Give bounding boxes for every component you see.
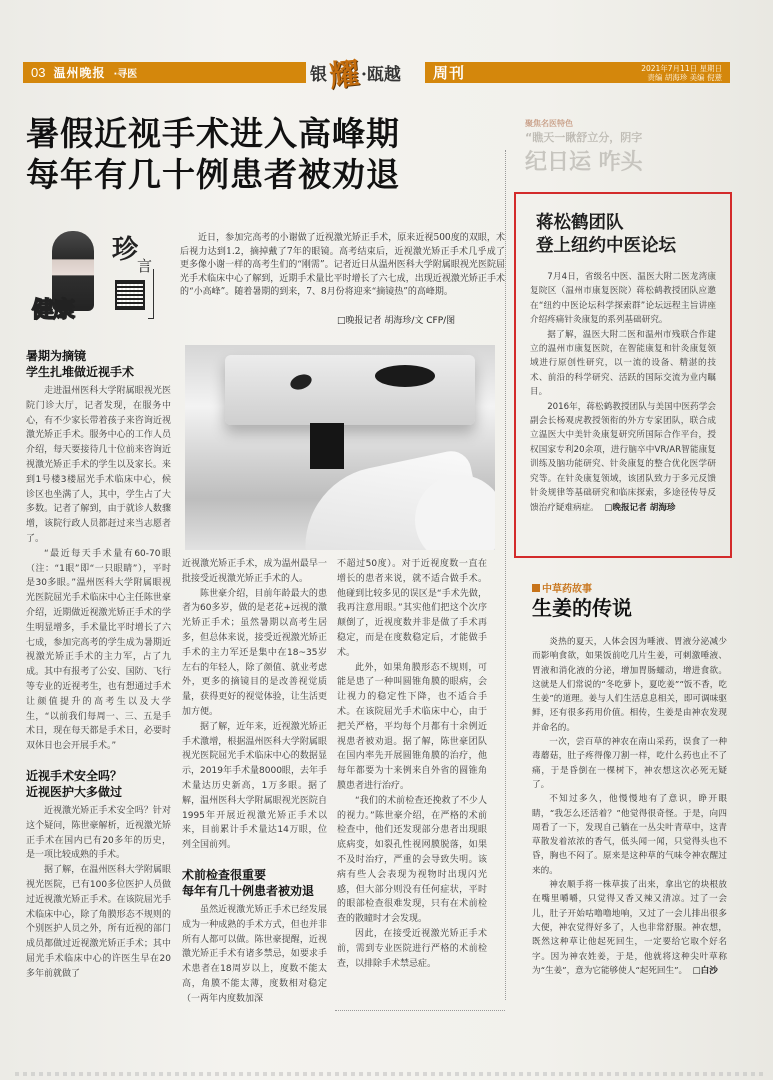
column-2-paragraph: 据了解，近年来，近视激光矫正手术激增，根据温州医科大学附属眼视光医院屈光手术临床中心的数据显示，2019年手术量8000眼，去年手术量达历史新高，1万多眼。据了解，温州医科大学附属眼视光医院自1995年开展近视激光矫正手术以来，目前累计手术量达14万眼，位列全国前列。: [182, 721, 327, 851]
column-2-paragraph: 陈世豪介绍，目前年龄最大的患者为60多岁，做的是老花+远视的激光矫正手术；虽然暑期以高考生居多，但总体来说，接受近视激光矫正手术的主力军还是集中在18~35岁左右的年轻人，除了颜值、就业考虑外，更多的摘镜目的是改善视觉质量，获得更好的视觉体验，让生活更加方便。: [182, 588, 327, 717]
herb-story-body: [532, 635, 727, 978]
boxed-title-line-1: 蒋松鹤团队: [536, 213, 624, 233]
bleed-through-text: [525, 118, 643, 176]
section-1-title: [26, 348, 171, 380]
section-1-title-line-1: 暑期为摘镜: [26, 349, 87, 363]
laser-eye-surgery-photo: [185, 345, 495, 550]
column-3-paragraph: 此外，如果角膜形态不规则，可能是患了一种叫圆锥角膜的眼病，会让视力的稳定性下降，也不适合手术。在该院屈光手术临床中心，由于把关严格，平均每个月都有十余例近视患者被劝退。据了解，陈世豪团队在国内率先开展圆锥角膜的治疗，他每年都要为十来例来自外省的圆锥角膜患者进行治疗。: [337, 662, 487, 791]
column-3-paragraph: 因此，在接受近视激光矫正手术前，需到专业医院进行严格的术前检查，以排除手术禁忌症。: [337, 928, 487, 969]
column-3: [337, 557, 487, 971]
section-3-title: [182, 867, 327, 899]
article-end-divider: [335, 1010, 505, 1011]
boxed-paragraph-text: 2016年，蒋松鹤教授团队与美国中医药学会副会长杨观虎教授领衔的外方专家团队，联合成立温医大中美针灸康复研究所国际合作平台，授权国家专利20余项，进行脑卒中VR/AR智能康复训练及脑功能研究、针灸康复的整合优化医学研究等。在针灸康复领域，该团队致力于多元反馈针灸规律等基础研究和临床探索，多途径传导反馈治疗疑难病症。: [530, 401, 716, 513]
herb-story: [532, 580, 727, 978]
bleed-big: 纪日运 咋头: [525, 150, 643, 175]
bleed-kicker: 聚焦名医特色: [525, 119, 573, 128]
weekly-label: 周刊: [433, 64, 466, 82]
herb-story-title: 生姜的传说: [532, 596, 632, 620]
herb-story-kicker: [532, 580, 727, 595]
section-2-paragraph: 据了解，在温州医科大学附属眼视光医院，已有100多位医护人员做过近视激光矫正手术。在该院屈光手术临床中心，除了角膜形态不规则的个别医护人员之外，所有近视的部门成员都做过近视激光矫正手术；其中屈光手术临床中心的许医生早在20多年前就做了: [26, 865, 171, 979]
section-3-title-line-2: 每年有几十例患者被劝退: [182, 883, 315, 898]
column-3-paragraph: “我们的术前检查还挽救了不少人的视力。”陈世豪介绍，在严格的术前检查中，他们还发现部分患者出现眼底病变，如裂孔性视网膜脱落，如果不及时治疗，严重的会导致失明。该病有些人会表现为视物时出现闪光感，但大部分则没有任何症状，平时的眼部检查很难发现，只有在术前检查的散瞳时才会发现。: [337, 795, 487, 925]
boxed-paragraph: 7月4日，省级名中医、温医大附二医龙湾康复院区（温州市康复医院）蒋松鹤教授团队应邀在“纽约中医论坛科学探索群”论坛远程主旨讲座介绍疼痛针灸康复的系列基础研究。: [530, 272, 716, 326]
article-credit: □晚报记者 胡海珍/文 CFP/图: [337, 316, 456, 326]
herb-byline: □白沙: [692, 965, 718, 976]
herb-paragraph-text: 神农顺手将一株草拔了出来，拿出它的块根放在嘴里嚼嚼，只觉得又香又辣又清凉。过了一会儿，肚子开始咕噜噜地响，又过了一会儿排出很多大便，神农觉得好多了，人也非常舒服。神农想，既然这种草让他起死回生，一定要给它取个好名字。因为神农姓姜，于是，他就将这种尖叶草称为“生姜”，意为它能够使人“起死回生”。: [532, 880, 727, 976]
boxed-article: [514, 192, 732, 558]
section-1-paragraph: “最近每天手术量有60-70眼（注：“1眼”即“一只眼睛”），平时是30多眼。”温州医科大学附属眼视光医院屈光手术临床中心主任陈世豪介绍，近期做近视激光矫正手术的学生明显增多，手术量比平时增长了六七成，参加完高考的学生成为暑期近视激光矫正手术的主力军，占了九成。其中有报考了公安、国防、飞行等专业的近视考生，也有想通过手术让颜值提升的高考生以及大学生，“以前我们每周一、三、五是手术日，现在每天都是手术日，必要时双休日也会开展手术。”: [26, 548, 171, 752]
logo-right-text: ·瓯越: [361, 64, 401, 85]
herb-paragraph: 一次，尝百草的神农在南山采药，误食了一种毒蘑菇，肚子疼得像刀割一样，吃什么药也止不了痛，于是昏倒在一棵树下，神农想这次必死无疑了。: [532, 737, 727, 790]
issue-date: 2021年7月11日 星期日: [641, 63, 722, 73]
issue-meta: [641, 64, 722, 82]
column-2-continuation: 近视激光矫正手术，成为温州最早一批接受近视激光矫正手术的人。: [182, 559, 327, 584]
boxed-byline: □晚报记者 胡海珍: [604, 502, 676, 513]
column-2: [182, 557, 327, 1007]
column-3-continuation: 不超过50度）。对于近视度数一直在增长的患者来说，就不适合做手术。他碰到比较多见的误区是“手术先做，我再注意用眼。”其实他们把这个次序颠倒了，近视度数并非是做了手术再稳定，而是在度数稳定后，才能做手术。: [337, 559, 487, 658]
boxed-article-title: [530, 212, 716, 258]
main-headline: [26, 113, 506, 195]
column-divider: [505, 150, 506, 1000]
section-1-paragraph: 走进温州医科大学附属眼视光医院门诊大厅，记者发现，在服务中心，有不少家长带着孩子来咨询近视激光矫正手术。服务中心的工作人员介绍，每天要接待几十位前来咨询近视激光矫正手术的学生以及家长。来到1号楼3楼屈光手术临床中心，候诊区也坐满了人，其中，学生占了大多数。记者了解到，由于就诊人数骤增，该院行政人员都赶过来当志愿者了。: [26, 386, 171, 544]
boxed-title-line-2: 登上纽约中医论坛: [536, 236, 676, 256]
logo-left-text: 银: [310, 64, 327, 85]
section-2-title: [26, 768, 171, 800]
section-3-paragraph: 虽然近视激光矫正手术已经发展成为一种成熟的手术方式，但也并非所有人都可以做。陈世豪提醒，近视激光矫正手术有诸多禁忌，如要求手术患者在18周岁以上，度数不能太高，角膜不能太薄，度数相对稳定（一两年内度数加深: [182, 904, 327, 1004]
columnist-badge: [30, 225, 155, 325]
header-band-right: [425, 62, 730, 83]
herb-paragraph: [532, 878, 727, 978]
section-1-title-line-2: 学生扎堆做近视手术: [26, 365, 135, 379]
section-name: ·寻医: [113, 69, 138, 80]
section-2-paragraph: 近视激光矫正手术安全吗？针对这个疑问，陈世豪解析，近视激光矫正手术在国内已有20多年的历史，是一项比较成熟的手术。: [26, 805, 171, 861]
boxed-paragraph: [530, 400, 716, 515]
weekly-logo: [310, 52, 401, 95]
header-band-left: [23, 62, 306, 83]
machine-lens: [375, 365, 435, 387]
logo-big-text: 耀: [327, 56, 362, 95]
issue-editors: 责编 胡海珍 美编 倪薏: [647, 72, 722, 82]
paper-name: 温州晚报: [53, 66, 106, 80]
section-2-title-line-1: 近视手术安全吗？: [26, 768, 123, 783]
badge-frame: [148, 269, 154, 319]
column-1: [26, 348, 171, 981]
square-bullet-icon: [532, 584, 540, 592]
badge-yan-text: 言: [137, 257, 153, 275]
herb-paragraph: 炎热的夏天，人体会因为唾液、胃液分泌减少而影响食欲，如果饭前吃几片生姜，可刺激唾液、胃液和消化液的分泌，增加胃肠蠕动，增进食欲。这就是人们常说的“冬吃萝卜，夏吃姜”“饭不香，吃生姜”的道理。姜与人们生活息息相关，即可调味驱鲜，还有很多药用价值。相传，生姜是由神农发现并命名的。: [532, 637, 727, 733]
bleed-line: “瞧天一瞅舒立分，阴字: [525, 131, 643, 144]
section-3-title-line-1: 术前检查很重要: [182, 867, 267, 882]
herb-paragraph: 不知过多久，他慢慢地有了意识，睁开眼睛，“我怎么还活着？”他觉得很奇怪。于是，向四周看了一下，发现自己躺在一丛尖叶青草中，这青草散发着浓浓的香气，低头闻一闻，只觉得头也不昏，胸也不闷了。原来是这种草的气味令神农醒过来的。: [532, 794, 727, 876]
laser-machine: [225, 355, 475, 425]
qr-code-icon[interactable]: [115, 280, 145, 310]
headline-line-2: 每年有几十例患者被劝退: [26, 155, 400, 194]
badge-zhen-text: 珍: [112, 235, 139, 265]
section-2-title-line-2: 近视医护大多做过: [26, 784, 123, 799]
headline-line-1: 暑假近视手术进入高峰期: [26, 114, 400, 153]
badge-health-text: 健康: [32, 298, 75, 323]
page-bottom-rule: [15, 1072, 765, 1076]
herb-story-kicker-text: 中草药故事: [542, 584, 592, 595]
article-intro: 近日，参加完高考的小谢做了近视激光矫正手术，原来近视500度的双眼，术后视力达到1.2，摘掉戴了7年的眼镜。高考结束后，近视激光矫正手术几乎成了更多像小谢一样的高考生们的“刚需”。记者近日从温州医科大学附属眼视光医院屈光手术临床中心了解到，近期手术量比平时增长了六七成，出现近视激光矫正手术的“小高峰”。随着暑期的到来，7、8月份将迎来“摘镜热”的高峰期。: [180, 233, 505, 297]
boxed-paragraph: 据了解，温医大附二医和温州市残联合作建立的温州市康复医院，在智能康复和针灸康复领域进行原创性研究，以一流的设备、精湛的技术、前沿的科学研究、活跃的国际交流为业内瞩目。: [530, 329, 716, 398]
boxed-article-body: [530, 270, 716, 515]
laser-nozzle: [310, 423, 344, 469]
page-number: 03: [31, 65, 46, 80]
